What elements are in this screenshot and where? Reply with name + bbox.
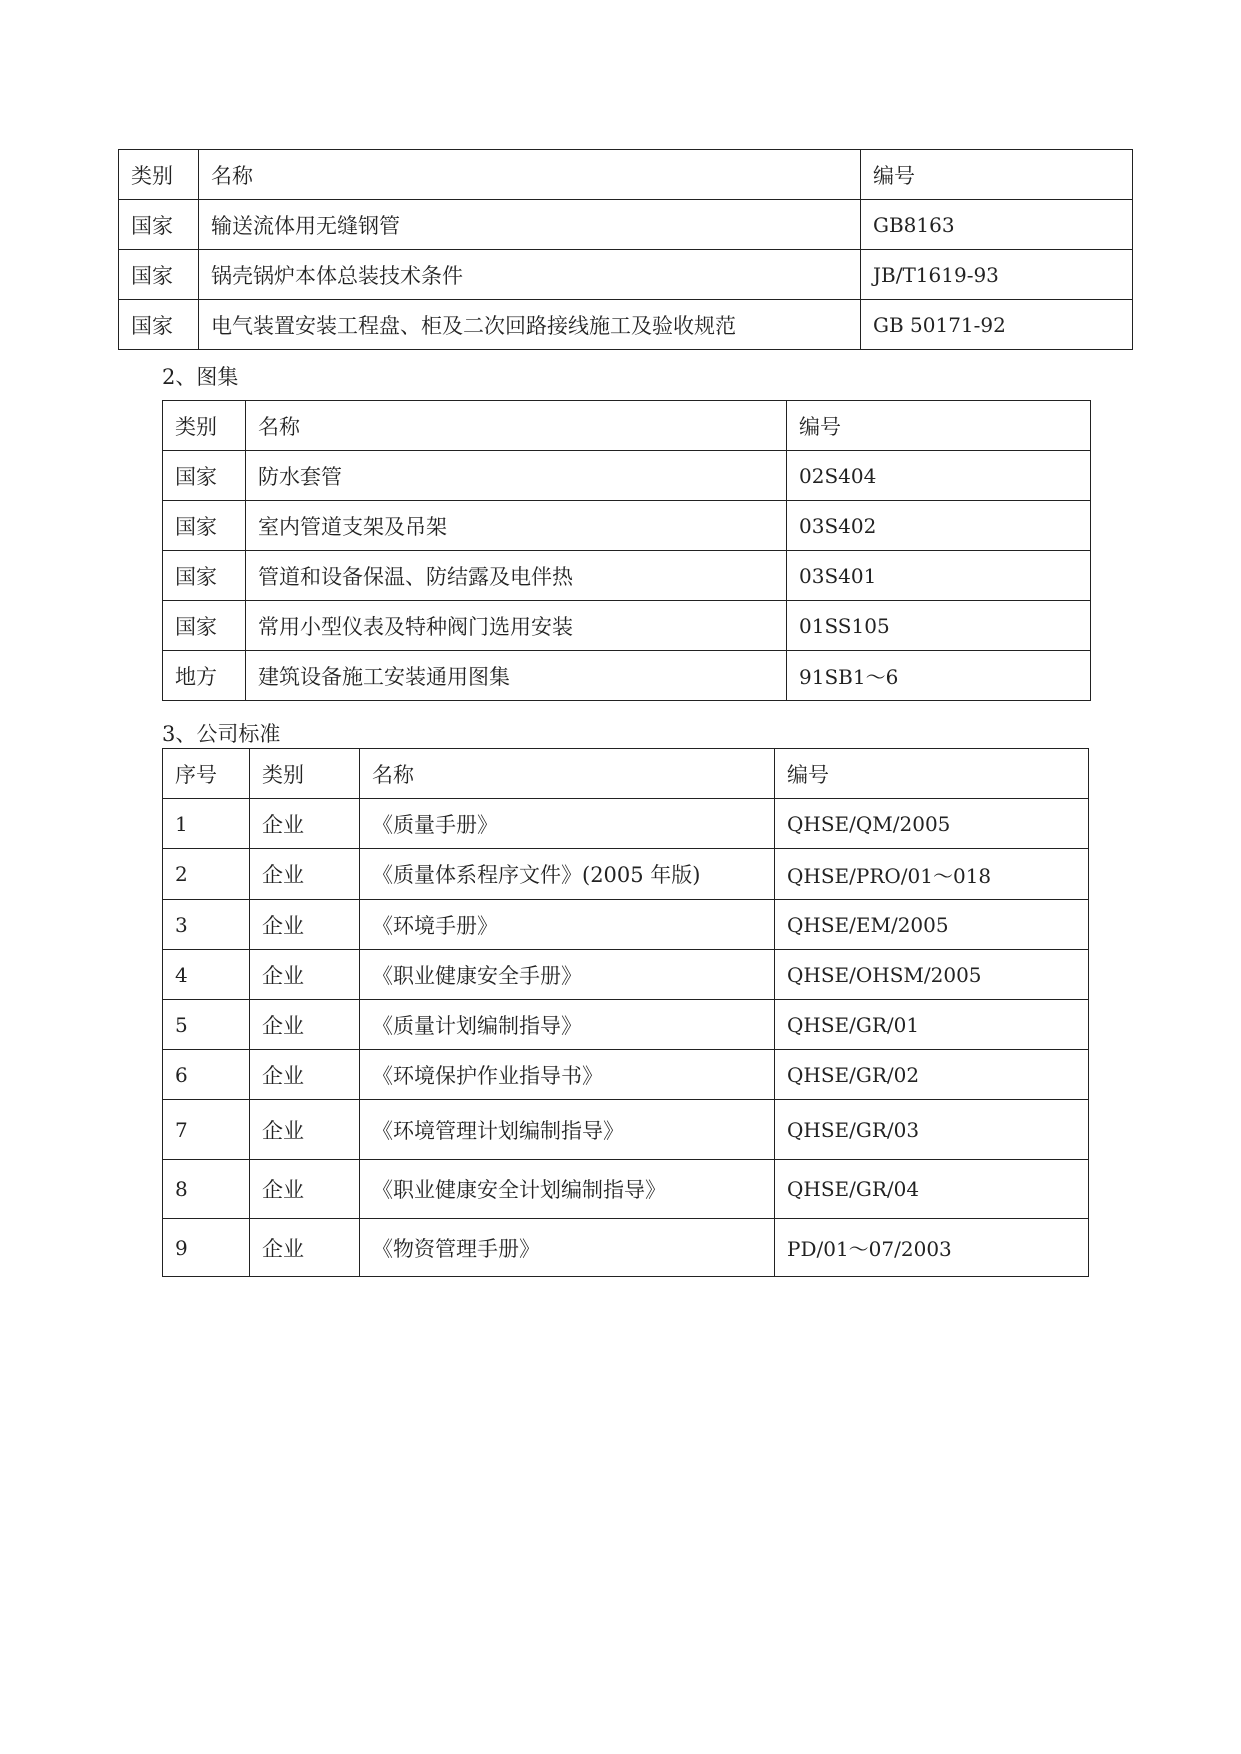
header-category: 类别: [119, 150, 199, 200]
cell-code: JB/T1619-93: [861, 250, 1133, 300]
national-standards-table: [118, 149, 1133, 350]
atlas-table: [162, 400, 1091, 701]
cell-code: QHSE/GR/02: [775, 1050, 1089, 1100]
table-row: [163, 849, 1089, 900]
table-row: [163, 1000, 1089, 1050]
cell-category: 企业: [250, 900, 360, 950]
cell-index: 6: [163, 1050, 250, 1100]
cell-name: 《职业健康安全计划编制指导》: [360, 1160, 775, 1219]
cell-code: GB 50171-92: [861, 300, 1133, 350]
table-row: [163, 451, 1091, 501]
header-code: 编号: [775, 749, 1089, 799]
cell-category: 企业: [250, 1219, 360, 1277]
table-row: [163, 950, 1089, 1000]
cell-code: QHSE/QM/2005: [775, 799, 1089, 849]
table-row: [163, 501, 1091, 551]
atlas-heading: 2、图集: [162, 365, 239, 389]
header-category: 类别: [250, 749, 360, 799]
cell-code: QHSE/GR/03: [775, 1100, 1089, 1160]
company-standards-heading: 3、公司标准: [162, 722, 281, 746]
cell-index: 4: [163, 950, 250, 1000]
cell-category: 国家: [163, 601, 246, 651]
cell-name: 防水套管: [246, 451, 787, 501]
cell-index: 8: [163, 1160, 250, 1219]
cell-code: QHSE/PRO/01～018: [775, 849, 1089, 900]
cell-code: QHSE/GR/01: [775, 1000, 1089, 1050]
cell-category: 企业: [250, 1050, 360, 1100]
table-row: [163, 651, 1091, 701]
cell-index: 1: [163, 799, 250, 849]
cell-code: 02S404: [787, 451, 1091, 501]
cell-category: 国家: [119, 300, 199, 350]
cell-code: 01SS105: [787, 601, 1091, 651]
header-name: 名称: [246, 401, 787, 451]
cell-code: 91SB1～6: [787, 651, 1091, 701]
cell-code: QHSE/GR/04: [775, 1160, 1089, 1219]
header-name: 名称: [360, 749, 775, 799]
cell-category: 企业: [250, 1100, 360, 1160]
cell-name: 输送流体用无缝钢管: [199, 200, 861, 250]
header-index: 序号: [163, 749, 250, 799]
cell-code: PD/01～07/2003: [775, 1219, 1089, 1277]
cell-name: 室内管道支架及吊架: [246, 501, 787, 551]
table-header-row: [163, 749, 1089, 799]
cell-name: 管道和设备保温、防结露及电伴热: [246, 551, 787, 601]
table-row: [163, 551, 1091, 601]
cell-code: QHSE/EM/2005: [775, 900, 1089, 950]
cell-name: 《质量手册》: [360, 799, 775, 849]
cell-name: 《环境管理计划编制指导》: [360, 1100, 775, 1160]
table-row: [163, 1219, 1089, 1277]
cell-category: 国家: [163, 501, 246, 551]
cell-code: QHSE/OHSM/2005: [775, 950, 1089, 1000]
table-row: [119, 200, 1133, 250]
table-row: [119, 300, 1133, 350]
table-row: [163, 601, 1091, 651]
cell-category: 国家: [119, 200, 199, 250]
cell-category: 国家: [163, 451, 246, 501]
cell-name: 锅壳锅炉本体总装技术条件: [199, 250, 861, 300]
cell-name: 《环境手册》: [360, 900, 775, 950]
cell-category: 企业: [250, 799, 360, 849]
cell-category: 企业: [250, 1160, 360, 1219]
cell-index: 5: [163, 1000, 250, 1050]
cell-code: GB8163: [861, 200, 1133, 250]
cell-category: 企业: [250, 950, 360, 1000]
header-code: 编号: [787, 401, 1091, 451]
table-row: [163, 1160, 1089, 1219]
cell-index: 2: [163, 849, 250, 900]
header-code: 编号: [861, 150, 1133, 200]
cell-name: 《物资管理手册》: [360, 1219, 775, 1277]
header-category: 类别: [163, 401, 246, 451]
cell-code: 03S401: [787, 551, 1091, 601]
cell-name: 《职业健康安全手册》: [360, 950, 775, 1000]
table-row: [163, 900, 1089, 950]
cell-category: 企业: [250, 1000, 360, 1050]
cell-name: 《质量计划编制指导》: [360, 1000, 775, 1050]
cell-index: 3: [163, 900, 250, 950]
cell-category: 企业: [250, 849, 360, 900]
header-name: 名称: [199, 150, 861, 200]
table-header-row: [119, 150, 1133, 200]
cell-code: 03S402: [787, 501, 1091, 551]
cell-index: 7: [163, 1100, 250, 1160]
table-row: [119, 250, 1133, 300]
cell-category: 国家: [119, 250, 199, 300]
cell-name: 《环境保护作业指导书》: [360, 1050, 775, 1100]
table-row: [163, 1050, 1089, 1100]
cell-category: 地方: [163, 651, 246, 701]
table-header-row: [163, 401, 1091, 451]
cell-name: 《质量体系程序文件》(2005 年版): [360, 849, 775, 900]
cell-index: 9: [163, 1219, 250, 1277]
cell-name: 电气装置安装工程盘、柜及二次回路接线施工及验收规范: [199, 300, 861, 350]
table-row: [163, 1100, 1089, 1160]
company-standards-table: [162, 748, 1089, 1277]
table-row: [163, 799, 1089, 849]
cell-name: 常用小型仪表及特种阀门选用安装: [246, 601, 787, 651]
cell-category: 国家: [163, 551, 246, 601]
cell-name: 建筑设备施工安装通用图集: [246, 651, 787, 701]
